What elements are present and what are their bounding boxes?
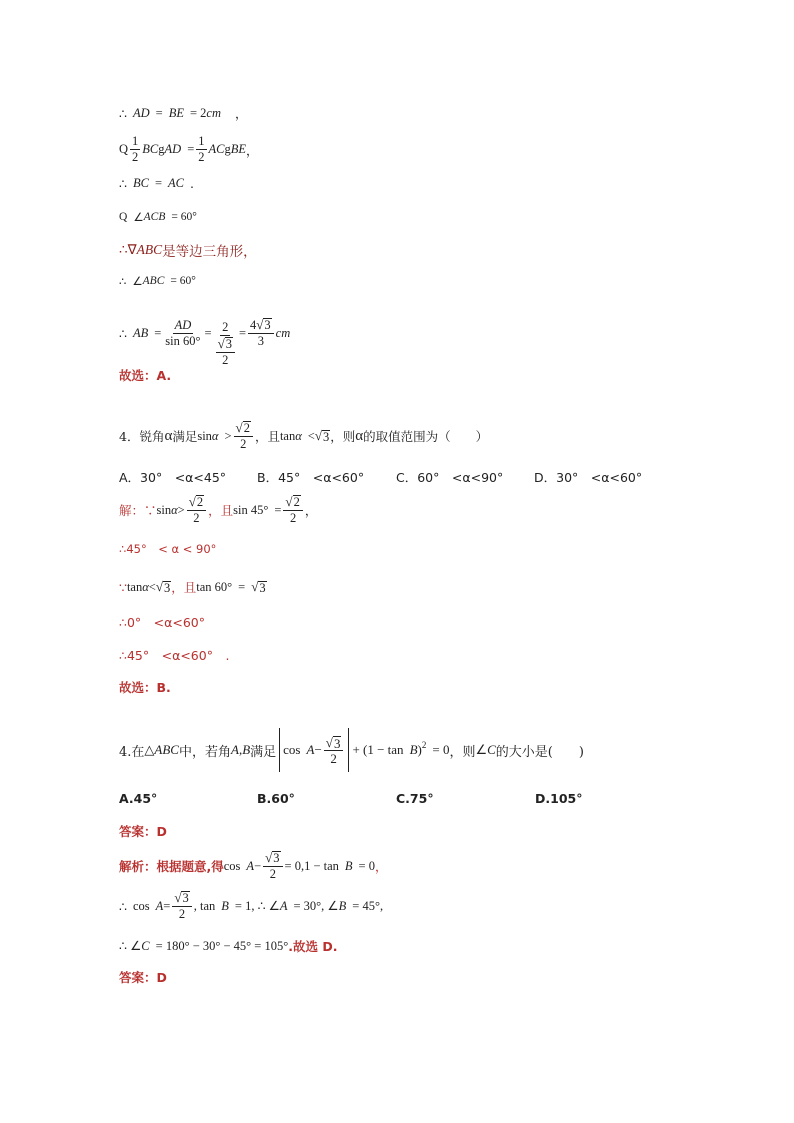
sqrt-body: 3: [259, 581, 266, 595]
math-op: <: [307, 428, 315, 443]
therefore-sign: ∴: [119, 105, 127, 121]
fraction-ad-sin: [163, 318, 202, 349]
sqrt: √ 3: [217, 336, 232, 351]
fraction-sqrt3-2: [324, 735, 344, 766]
math-var: α: [211, 428, 219, 443]
solution-text: ∴45° < α < 90°: [119, 542, 217, 556]
sqrt-body: 3: [225, 337, 232, 351]
frac-den: 2: [198, 150, 205, 164]
sqrt-body: 3: [264, 318, 271, 332]
sqrt: √ 2: [235, 420, 250, 435]
math-var: α: [142, 579, 149, 594]
math-var: AD: [164, 142, 182, 156]
math-op: >: [177, 502, 185, 517]
question-text: ，则: [449, 744, 476, 760]
math-var: A: [246, 858, 255, 873]
choice-c[interactable]: C.75°: [396, 791, 434, 806]
therefore-sign: ∴: [119, 176, 127, 191]
math-var: ABC: [136, 242, 163, 257]
math-var: B: [344, 858, 353, 873]
math-num: = 60°: [170, 275, 196, 287]
math-op: =: [238, 325, 247, 340]
math-fn: cos: [283, 742, 301, 757]
frac-den: 2: [269, 867, 276, 881]
punct: .: [189, 176, 194, 191]
math-op: =: [238, 579, 246, 594]
math-var: α: [164, 427, 173, 444]
line-angle-abc: [119, 274, 196, 288]
math-expr: = 0: [358, 858, 375, 873]
therefore-sign: ∴: [119, 325, 127, 341]
math-var: A: [279, 898, 288, 913]
sqrt-body: 3: [273, 851, 280, 865]
sqrt: √ 2: [285, 494, 300, 509]
choice-a[interactable]: A.45°: [119, 791, 158, 806]
math-fn: cos: [223, 858, 241, 873]
math-var: BE: [168, 105, 184, 120]
math-var: A: [306, 742, 315, 757]
analysis-line-1: [119, 850, 387, 882]
frac-num: AD: [174, 317, 192, 332]
therefore-sign: ∴: [119, 242, 128, 258]
coef: 4: [250, 318, 257, 332]
answer-text: 答案：D: [119, 824, 167, 839]
solution-text: ∴0° <α<60°: [119, 615, 205, 630]
fraction-sqrt3-2: [263, 850, 282, 882]
math-var: B: [338, 898, 347, 913]
fraction-half: [130, 134, 140, 165]
math-op: >: [224, 428, 232, 443]
sqrt: √ 3: [256, 317, 271, 332]
math-op: =: [187, 142, 195, 156]
frac-den: 2: [132, 150, 139, 164]
math-var: AC: [208, 142, 225, 156]
frac-num: [248, 317, 274, 334]
math-var: C: [141, 938, 150, 953]
text: 是等边三角形，: [162, 244, 257, 260]
math-var: AB: [132, 325, 149, 340]
frac-num: 2: [222, 320, 229, 334]
math-var: A: [155, 898, 164, 913]
answer-choice-a: [119, 366, 171, 384]
angle-sign: ∠: [133, 212, 144, 224]
math-fn: sin: [156, 502, 172, 517]
analysis-line-2: [119, 890, 383, 922]
solution-text: ，且: [171, 580, 197, 595]
math-expr: ): [417, 742, 422, 757]
frac-den: 2: [222, 353, 229, 367]
line-angle-acb: [119, 210, 197, 224]
triangle-sign: ∇: [127, 242, 137, 257]
fraction-sqrt3-2: [216, 336, 235, 368]
frac-den: sin 60°: [165, 333, 201, 348]
fraction-sqrt3-2: [172, 890, 191, 922]
because-sign: Q: [119, 211, 128, 223]
sqrt-body: 3: [182, 891, 189, 905]
punct: ，: [374, 859, 388, 874]
solution-line-4: [119, 613, 205, 631]
math-fn: sin 45°: [233, 502, 269, 517]
math-op: =: [204, 325, 212, 340]
therefore-sign: ∴: [119, 898, 127, 914]
math-var: α: [295, 428, 302, 443]
math-var: ABC: [142, 275, 165, 287]
solution-line-3: [119, 578, 267, 596]
sqrt-body: 2: [243, 421, 250, 435]
frac-num: 1: [198, 134, 205, 148]
question-text: 满足: [172, 429, 198, 444]
analysis-text: .故选 D.: [288, 939, 338, 954]
math-fn: tan: [126, 579, 143, 594]
math-expr: + (1 − tan: [352, 742, 404, 757]
math-var: ACB: [143, 211, 166, 223]
fraction-sqrt2-2: [187, 494, 206, 526]
frac-den: 2: [178, 907, 186, 921]
triangle-sign: △: [144, 742, 155, 757]
sqrt-body: 3: [164, 581, 171, 595]
sqrt: √ 3: [314, 428, 330, 444]
math-expr: , tan: [193, 898, 216, 913]
fraction-4sqrt3-3: [248, 317, 274, 349]
question-text: 4．锐角: [119, 429, 165, 444]
math-var: B: [409, 742, 418, 757]
question-text: ，则: [330, 429, 356, 444]
line-bc-ac: [119, 176, 194, 191]
math-op: −: [314, 742, 322, 757]
math-op: =: [163, 898, 171, 913]
solution-line-5: [119, 646, 229, 664]
math-op: =: [274, 502, 282, 517]
fraction-half: [196, 134, 206, 165]
math-expr: = 30°, ∠: [293, 899, 339, 913]
math-op: =: [154, 325, 162, 340]
math-var: α: [171, 502, 178, 517]
solution-text: ∴45° <α<60° .: [119, 648, 230, 663]
frac-den: 2: [330, 750, 337, 766]
math-var: A: [230, 742, 239, 757]
answer-text: 答案：D: [119, 970, 167, 985]
sqrt: √ 3: [251, 579, 266, 595]
sqrt: √ 3: [265, 850, 280, 865]
question-text: 中，若角: [178, 744, 231, 760]
math-expr: = 180° − 30° − 45° = 105°: [155, 938, 289, 953]
question-text: 的大小是( ): [495, 744, 584, 760]
sqrt: √ 3: [174, 890, 189, 905]
frac-den: [214, 336, 237, 368]
sqrt: √ 3: [325, 734, 341, 751]
frac-den: 2: [289, 511, 297, 525]
math-expr: ∴ ∠: [119, 939, 142, 953]
answer-choice-b: [119, 678, 171, 696]
line-ad-be: [119, 104, 248, 122]
abs-bar-left: [279, 728, 280, 772]
solution-text: 解：∵: [119, 503, 157, 518]
frac-num: 1: [132, 134, 139, 148]
math-op: g: [224, 142, 231, 156]
math-expr: = 0: [432, 742, 450, 757]
math-fn: tan 60°: [196, 579, 233, 594]
choice-d[interactable]: D．30° <α<60°: [534, 470, 643, 485]
choice-a[interactable]: A．30° <α<45°: [119, 470, 227, 485]
math-unit: cm: [206, 105, 221, 120]
punct: ,: [238, 742, 243, 757]
math-var: AD: [132, 105, 150, 120]
choice-b[interactable]: B．45° <α<60°: [257, 470, 365, 485]
math-op: =: [155, 105, 163, 120]
math-fn: sin: [197, 428, 212, 443]
frac-num: [216, 336, 235, 353]
line-equilateral: [119, 240, 257, 260]
math-num: = 60°: [171, 211, 197, 223]
punct: ，: [234, 106, 248, 121]
fraction-sqrt2-2: [283, 494, 302, 526]
answer-label-1: [119, 822, 167, 840]
math-var: B: [221, 898, 229, 913]
question-text: ，且: [254, 429, 280, 444]
angle-sign: ∠: [132, 276, 143, 288]
question-4a-stem: [119, 420, 488, 452]
frac-den: 3: [257, 334, 264, 348]
math-op: <: [148, 579, 156, 594]
punct: ，: [246, 142, 259, 158]
math-num: = 2: [189, 105, 207, 120]
choice-d[interactable]: D.105°: [535, 791, 583, 806]
math-fn: tan: [279, 428, 296, 443]
sqrt: √ 2: [188, 494, 204, 509]
answer-text: 故选：A.: [119, 368, 172, 383]
math-var: α: [355, 427, 364, 444]
math-var: BE: [230, 142, 247, 156]
solution-line-2: [119, 541, 216, 557]
math-op: =: [154, 176, 162, 190]
because-sign: ∵: [119, 579, 127, 595]
question-4b-stem: [119, 728, 584, 772]
sqrt-body: 3: [323, 430, 330, 444]
math-op: −: [254, 858, 262, 873]
sqrt-body: 2: [196, 495, 204, 509]
sqrt-body: 3: [333, 735, 341, 751]
math-var: C: [487, 742, 496, 757]
math-exp: 2: [421, 740, 427, 750]
choice-b[interactable]: B.60°: [257, 791, 295, 806]
solution-text: ，且: [208, 503, 234, 518]
math-expr: = 45°,: [352, 898, 384, 913]
math-expr: = 1, ∴ ∠: [234, 899, 280, 913]
answer-text: 故选：B.: [119, 680, 171, 695]
question-text: 满足: [250, 744, 277, 760]
analysis-line-3: [119, 937, 337, 955]
frac-den: 2: [240, 437, 247, 451]
math-fn: cos: [132, 898, 150, 913]
because-sign: Q: [119, 142, 129, 156]
line-ab-value: [119, 298, 290, 368]
math-op: g: [158, 142, 165, 156]
math-unit: cm: [275, 325, 291, 340]
math-var: B: [242, 742, 251, 757]
answer-label-2: [119, 968, 167, 986]
math-var: AC: [168, 176, 184, 190]
line-area-eq: [119, 134, 259, 165]
question-text: 4.在: [119, 744, 145, 760]
abs-bar-right: [348, 728, 349, 772]
math-var: BC: [132, 176, 149, 190]
solution-line-1: [119, 494, 317, 526]
frac-den: 2: [193, 511, 200, 525]
fraction-sqrt2-2: [234, 420, 253, 452]
fraction-complex: [214, 320, 237, 368]
punct: ，: [304, 503, 318, 518]
choice-c[interactable]: C．60° <α<90°: [396, 470, 504, 485]
sqrt-body: 2: [293, 495, 300, 509]
sqrt: √ 3: [155, 579, 171, 595]
analysis-text: 解析：根据题意,得: [119, 859, 224, 874]
math-var: BC: [142, 142, 159, 156]
therefore-sign: ∴: [119, 274, 127, 288]
math-expr: = 0,1 − tan: [284, 858, 339, 873]
angle-sign: ∠: [475, 742, 488, 757]
question-text: 的取值范围为（ ）: [363, 429, 489, 444]
math-var: ABC: [154, 742, 179, 757]
